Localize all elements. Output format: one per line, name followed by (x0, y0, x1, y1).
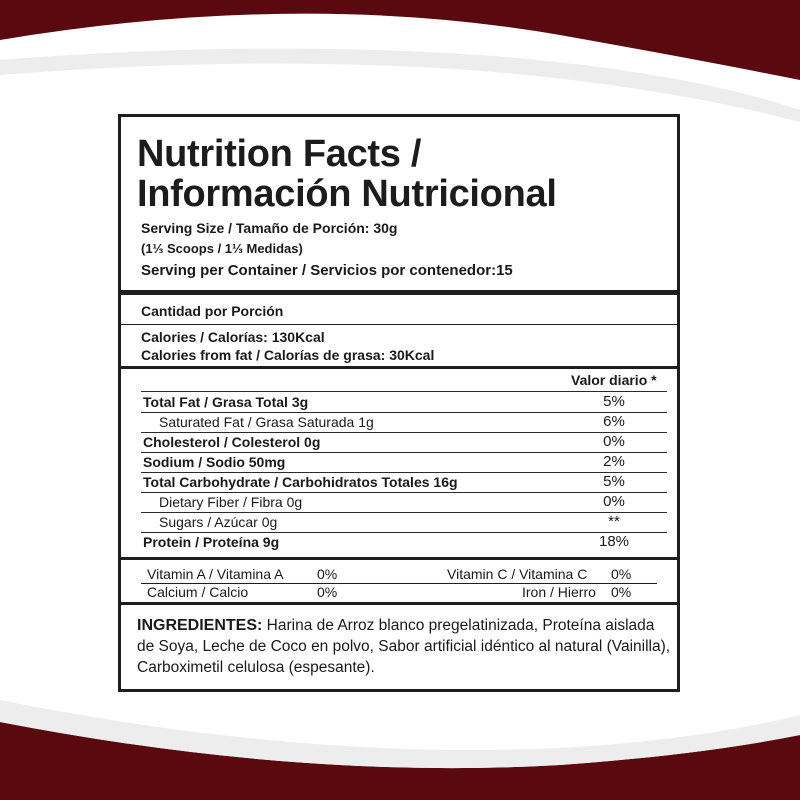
nutrient-row (141, 532, 667, 554)
medium-divider (121, 557, 677, 560)
medium-divider (121, 366, 677, 369)
serving-scoops: (1⅓ Scoops / 1⅓ Medidas) (141, 241, 303, 256)
ingredients-label: INGREDIENTES: (137, 617, 263, 634)
iron-value: 0% (611, 584, 632, 600)
divider (121, 324, 677, 325)
daily-value-header: Valor diario * (571, 372, 657, 388)
nutrient-name: Cholesterol / Colesterol 0g (143, 434, 321, 450)
label-title-line2: Información Nutricional (137, 173, 557, 215)
nutrient-name: Total Fat / Grasa Total 3g (143, 394, 309, 410)
nutrient-daily-value: 18% (598, 533, 630, 550)
nutrient-daily-value: 0% (603, 433, 625, 450)
label-title-line1: Nutrition Facts / (137, 133, 422, 175)
iron-label: Iron / Hierro (522, 584, 596, 600)
nutrient-name: Dietary Fiber / Fibra 0g (159, 494, 303, 510)
nutrient-row (141, 412, 667, 433)
nutrient-daily-value: ** (608, 513, 620, 530)
nutrient-row (141, 512, 667, 533)
ingredients-text: Harina de Arroz blanco pregelatinizada, Proteína aislada de Soya, Leche de Coco en polvo, Sabor artificial idéntico al natural (Vainilla), Carboximetil celulosa (espesante). (137, 617, 671, 676)
medium-divider (121, 602, 677, 605)
calories: Calories / Calorías: 130Kcal (141, 329, 325, 345)
nutrient-name: Total Carbohydrate / Carbohidratos Totales 16g (143, 474, 458, 490)
servings-per-container: Serving per Container / Servicios por contenedor:15 (141, 262, 513, 279)
nutrient-row (141, 452, 667, 473)
calcium-value: 0% (317, 584, 338, 600)
amount-per-serving: Cantidad por Porción (141, 303, 284, 319)
nutrient-row (141, 472, 667, 493)
vitamin-c-value: 0% (611, 566, 632, 582)
nutrient-name: Sodium / Sodio 50mg (143, 454, 286, 470)
ingredients (137, 615, 672, 678)
nutrient-daily-value: 6% (603, 413, 625, 430)
nutrient-daily-value: 2% (603, 453, 625, 470)
nutrient-row (141, 391, 667, 413)
nutrient-row (141, 432, 667, 453)
vitamin-a-label: Vitamin A / Vitamina A (147, 566, 284, 582)
nutrient-daily-value: 5% (603, 473, 625, 490)
calcium-label: Calcium / Calcio (147, 584, 249, 600)
nutrient-daily-value: 5% (603, 393, 625, 410)
nutrient-name: Saturated Fat / Grasa Saturada 1g (159, 414, 374, 430)
nutrient-name: Sugars / Azúcar 0g (159, 514, 278, 530)
serving-size: Serving Size / Tamaño de Porción: 30g (141, 220, 398, 236)
nutrition-label (118, 114, 680, 692)
nutrient-row (141, 492, 667, 513)
vitamin-c-label: Vitamin C / Vitamina C (447, 566, 588, 582)
nutrient-name: Protein / Proteína 9g (143, 534, 280, 550)
vitamin-a-value: 0% (317, 566, 338, 582)
thick-divider (121, 290, 677, 295)
nutrient-daily-value: 0% (603, 493, 625, 510)
calories-from-fat: Calories from fat / Calorías de grasa: 30Kcal (141, 347, 435, 363)
